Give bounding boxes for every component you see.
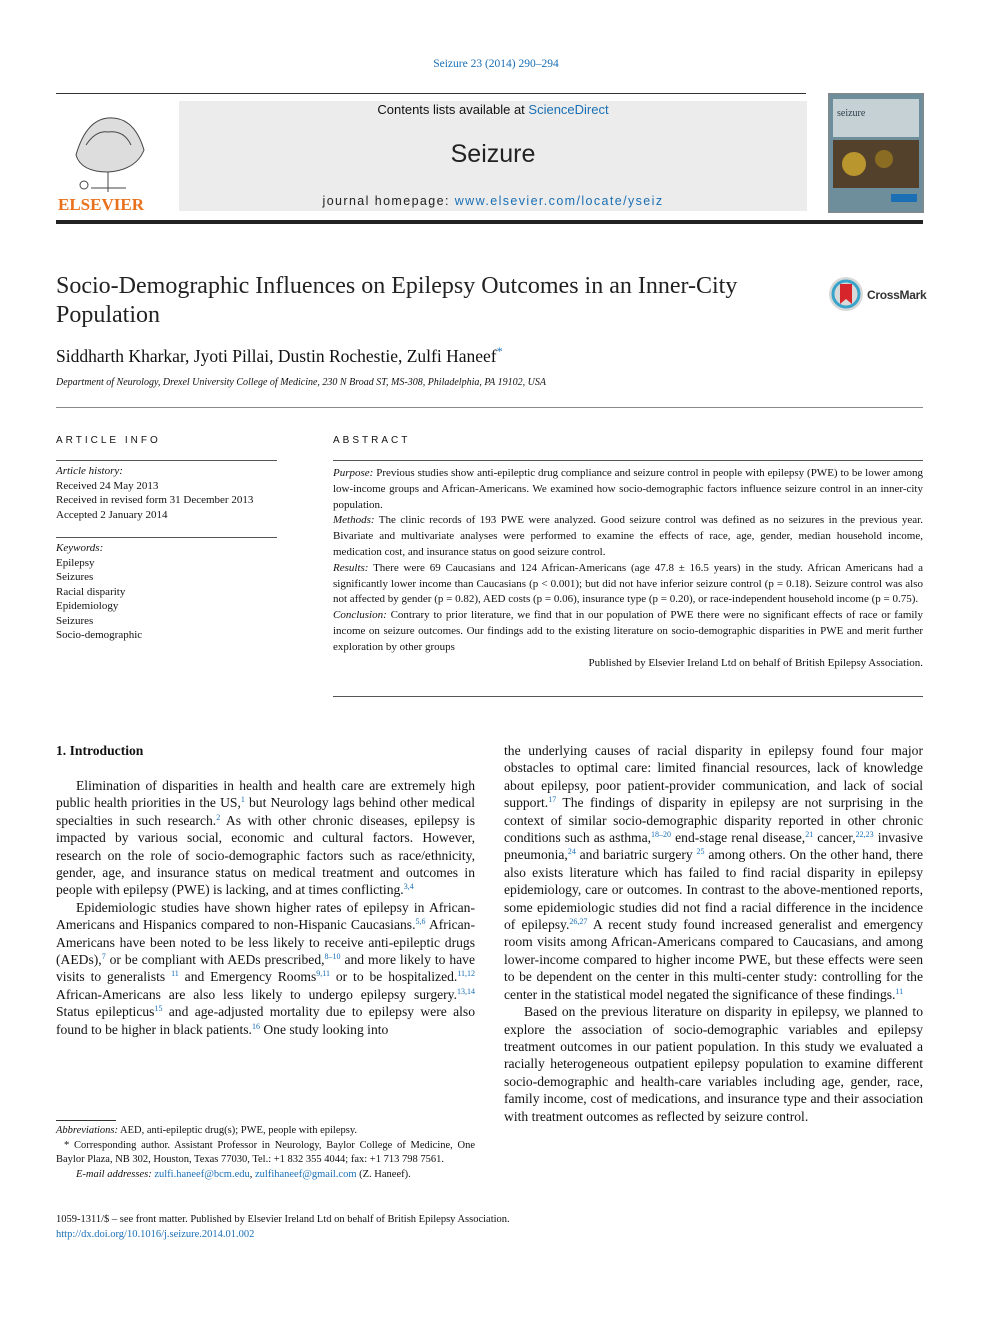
email-note: [56, 1168, 475, 1183]
keyword-item: Seizures: [56, 571, 94, 583]
email-suffix: (Z. Haneef).: [356, 1168, 411, 1180]
doi-link[interactable]: http://dx.doi.org/10.1016/j.seizure.2014.01.002: [56, 1229, 255, 1240]
purpose-text: Previous studies show anti-epileptic drug compliance and seizure control in people with epilepsy (PWE) to be lower among low-income groups and African-Americans. We examined how socio-demographic factors influence seizure control in an inner-city population.: [333, 467, 923, 511]
journal-cover-image: [828, 93, 924, 213]
paragraph: the underlying causes of racial disparity in epilepsy found four major obstacles to optimal care: limited financial resources, lack of knowledge about epilepsy, poor patient-provider communication, and lack of social support.$^{17}$ The findings of disparity in epilepsy are not surprising in the context of similar socio-demographic disparity reported in other chronic conditions such as asthma,$^{18-20}$ end-stage renal disease,$^{21}$ cancer,$^{22,23}$ invasive pneumonia,$^{24}$ and bariatric surgery $^{25}$ among others. On the other hand, there also exists literature which has failed to find racial disparity in epilepsy epidemiology, care or outcomes. In contrast to the above-mentioned reports, some epidemiologic studies did not find a racial difference in the incidence of epilepsy.$^{26,27}$ A recent study found increased generalist and emergency room visits among African-Americans compared to Caucasians, and among lower-income compared to higher income PWE, but these effects were seen to be dependent on the center in this multi-center study: controlling for the center in the statistical model negated the significance of these findings.$^{11}$: [504, 743, 924, 1002]
publisher-logo-text: ELSEVIER: [58, 195, 144, 213]
article-info-rule: [56, 460, 277, 461]
abstract-rule: [333, 460, 923, 461]
header-rule: [56, 220, 923, 224]
journal-citation[interactable]: Seizure 23 (2014) 290–294: [433, 58, 559, 70]
journal-homepage: [179, 194, 807, 208]
homepage-prefix: journal homepage:: [322, 194, 455, 208]
affil-rule: [56, 407, 923, 408]
keyword-item: Socio-demographic: [56, 629, 143, 641]
crossmark-badge[interactable]: [828, 276, 928, 312]
keyword-item: Epilepsy: [56, 556, 95, 569]
footnote-rule: [56, 1120, 116, 1121]
results-text: There were 69 Caucasians and 124 African-Americans (age 47.8 ± 16.5 years) in the study. African Americans had a significantly lower income than Caucasians (p < 0.001); but did not have inferior seizure control (p = 0.18). Seizure control was also not affected by gender (p = 0.82), AED costs (p = 0.06), insurance type (p = 0.20), or race-independent household income (p = 0.75).: [333, 561, 923, 606]
keywords-label: Keywords:: [56, 542, 104, 554]
abstract-results: [333, 561, 923, 608]
abstract-methods: [333, 513, 923, 560]
article-title: Socio-Demographic Influences on Epilepsy Outcomes in an Inner-City Population: [56, 273, 738, 328]
abbrev-text: AED, anti-epileptic drug(s); PWE, people with epilepsy.: [118, 1125, 358, 1136]
keywords-rule: [56, 537, 277, 538]
body-column-right: [504, 742, 923, 1125]
issn-line: 1059-1311/$ – see front matter. Published by Elsevier Ireland Ltd on behalf of British Epilepsy Association.: [56, 1214, 510, 1225]
conclusion-text: Contrary to prior literature, we find that in our population of PWE there were no significant effects of race or family income on seizure outcomes. Our findings add to the existing literature on socio-demographic disparities in PWE and merit further exploration by other groups: [333, 609, 923, 653]
crossmark-icon: [828, 276, 864, 312]
svg-text:seizure: seizure: [837, 108, 866, 119]
top-rule: [56, 93, 806, 94]
abstract-body: [333, 466, 923, 671]
paragraph: Epidemiologic studies have shown higher rates of epilepsy in African-Americans and Hispanics compared to non-Hispanic Caucasians.$^{5,6}$ African-Americans have been noted to be less likely to receive anti-epileptic drugs (AEDs),$^7$ or be compliant with AEDs prescribed,$^{8-10}$ and more likely to have visits to generalists $^{11}$ and Emergency Rooms$^{9,11}$ or to be hospitalized.$^{11,12}$ African-Americans are also less likely to undergo epilepsy surgery.$^{13,14}$ Status epilepticus$^{15}$ and age-adjusted mortality due to epilepsy were also found to be higher in black patients.$^{16}$ One study looking into: [56, 899, 476, 1037]
footnotes: [56, 1124, 475, 1182]
bottom-info: [56, 1212, 510, 1242]
history-received: Received 24 May 2013: [56, 479, 159, 492]
contents-prefix: Contents lists available at: [377, 102, 529, 117]
methods-label: Methods:: [333, 514, 375, 527]
abstract-bottom-rule: [333, 696, 923, 697]
journal-name: Seizure: [450, 140, 536, 168]
abstract-conclusion: [333, 608, 923, 655]
abbrev-label: Abbreviations:: [56, 1125, 119, 1136]
email-label: E-mail addresses:: [76, 1168, 152, 1180]
corresponding-author-note: * Corresponding author. Assistant Professor in Neurology, Baylor College of Medicine, One Baylor Plaza, NB 302, Houston, Texas 77030, Tel.: +1 832 355 4044; fax: +1 713 798 7561.: [56, 1139, 475, 1165]
keyword-item: Epidemiology: [56, 600, 119, 612]
abstract-purpose: [333, 466, 923, 513]
keyword-item: Seizures: [56, 614, 94, 627]
authors-names: Siddharth Kharkar, Jyoti Pillai, Dustin Rochestie, Zulfi Haneef: [56, 345, 497, 366]
keyword-item: Racial disparity: [56, 585, 126, 598]
paragraph: Based on the previous literature on disparity in epilepsy, we planned to explore the association of socio-demographic variables and epilepsy treatment outcomes in our patient population. In this study we evaluated a racially heterogeneous outpatient epilepsy population to examine different socio-demographic and health-care variables including age, gender, race, family income, cost of medications, and insurance type and their association with treatment outcomes as reflected by seizure control.: [504, 1004, 923, 1124]
article-info-heading: ARTICLE INFO: [56, 435, 161, 446]
email-link-2[interactable]: zulfihaneef@gmail.com: [255, 1168, 357, 1180]
abbreviations-note: [56, 1124, 475, 1139]
history-label: Article history:: [56, 465, 123, 477]
history-accepted: Accepted 2 January 2014: [56, 508, 168, 521]
history-revised: Received in revised form 31 December 2013: [56, 494, 254, 506]
methods-text: The clinic records of 193 PWE were analyzed. Good seizure control was defined as no seizures in the previous year. Bivariate and multivariate analyses were performed to examine the effects of race, age, gender, median household income, medication cost, and insurance status on good seizure control.: [333, 514, 923, 558]
paragraph: Elimination of disparities in health and health care are extremely high public health priorities in the US,$^1$ but Neurology lags behind other medical specialties in such research.$^2$ As with other chronic diseases, epilepsy is impacted by various social, economic and cultural factors. However, research on the role of socio-demographic factors such as race/ethnicity, gender, age, and insurance status on medical treatment and outcomes in people with epilepsy (PWE) is lacking, and at times conflicting.$^{3,4}$: [56, 778, 475, 898]
body-column-left: [56, 777, 475, 1038]
abstract-heading: ABSTRACT: [333, 435, 411, 446]
publisher-note: Published by Elsevier Ireland Ltd on behalf of British Epilepsy Association.: [588, 656, 923, 669]
article-history: [56, 464, 277, 522]
crossmark-label: CrossMark: [867, 288, 927, 302]
elsevier-logo: [56, 100, 160, 213]
purpose-label: Purpose:: [333, 467, 374, 479]
email-separator: ,: [249, 1168, 255, 1180]
corresponding-mark[interactable]: *: [496, 344, 503, 358]
homepage-link[interactable]: www.elsevier.com/locate/yseiz: [454, 194, 664, 208]
intro-heading: 1. Introduction: [56, 743, 144, 758]
contents-line: [179, 102, 807, 117]
keywords: [56, 541, 277, 643]
conclusion-label: Conclusion:: [333, 609, 387, 622]
author-list: [56, 344, 503, 367]
sciencedirect-link[interactable]: ScienceDirect: [528, 102, 609, 117]
affiliation: Department of Neurology, Drexel University College of Medicine, 230 N Broad ST, MS-308, Philadelphia, PA 19102, USA: [56, 377, 546, 388]
email-link-1[interactable]: zulfi.haneef@bcm.edu: [154, 1168, 250, 1180]
results-label: Results:: [333, 561, 369, 574]
